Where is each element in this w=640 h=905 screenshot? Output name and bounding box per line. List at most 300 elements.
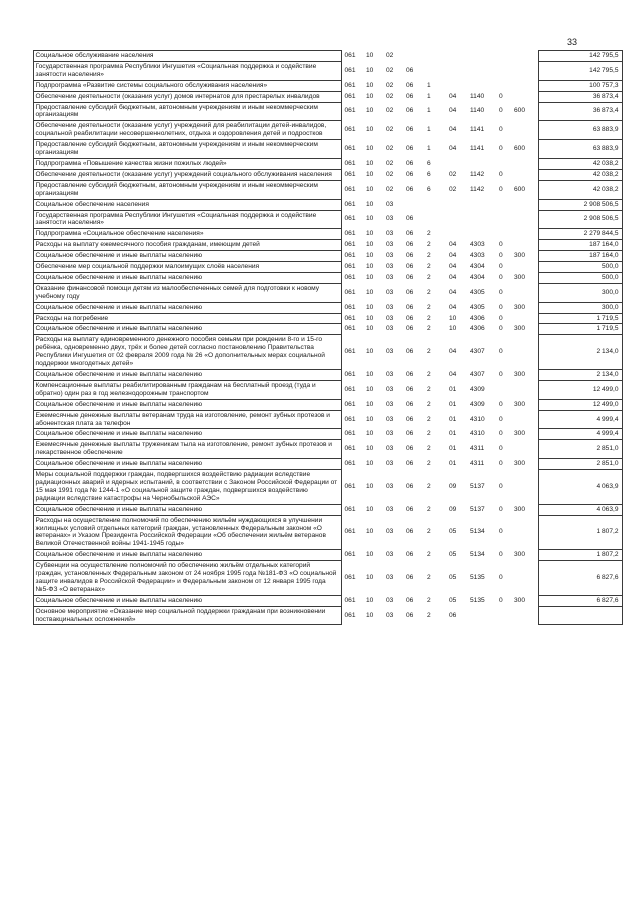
row-amount: 187 164,0	[538, 251, 622, 262]
code-program: 06	[406, 385, 414, 393]
row-amount: 4 999,4	[538, 410, 622, 429]
row-name: Подпрограмма «Социальное обеспечение населения»	[33, 229, 341, 240]
code-direction: 4311	[470, 445, 485, 453]
row-name: Предоставление субсидий бюджетным, автономным учреждениям и иным некоммерческим организациям	[33, 180, 341, 199]
code-subprogram: 6	[427, 159, 431, 167]
table-row	[18, 210, 622, 229]
code-event	[446, 61, 467, 80]
row-marker	[18, 335, 33, 370]
code-admin: 061	[341, 380, 363, 399]
row-amount: 500,0	[538, 272, 622, 283]
code-program: 06	[406, 596, 414, 604]
row-marker	[18, 140, 33, 159]
code-event: 04	[449, 126, 457, 134]
code-suffix	[496, 61, 511, 80]
code-program: 06	[406, 215, 414, 223]
code-direction: 4307	[470, 371, 485, 378]
code-program: 06	[406, 573, 414, 581]
table-row	[18, 61, 622, 80]
code-admin: 061	[341, 80, 363, 91]
code-admin: 061	[341, 324, 363, 335]
row-name: Оказание финансовой помощи детям из малообеспеченных семей для подготовки к новому учебному году	[33, 283, 341, 302]
code-expense-type	[511, 262, 538, 273]
code-suffix: 0	[499, 528, 503, 536]
code-program: 06	[406, 371, 414, 378]
code-suffix: 0	[499, 263, 503, 271]
table-row	[18, 121, 622, 140]
code-direction: 4310	[470, 430, 485, 438]
code-section: 10	[366, 385, 374, 393]
code-event: 04	[449, 273, 457, 281]
code-admin: 061	[341, 240, 363, 251]
row-amount: 2 908 506,5	[538, 199, 622, 210]
code-direction: 4306	[470, 325, 485, 333]
code-section: 10	[366, 107, 374, 115]
code-subsection: 03	[386, 263, 394, 271]
code-section: 10	[366, 314, 374, 322]
code-expense-type: 300	[514, 430, 526, 438]
code-suffix: 0	[499, 126, 503, 134]
row-marker	[18, 561, 33, 596]
code-event: 09	[449, 482, 457, 490]
code-subsection: 02	[386, 92, 394, 100]
code-expense-type	[511, 380, 538, 399]
row-marker	[18, 240, 33, 251]
table-row	[18, 102, 622, 121]
row-name: Социальное обеспечение и иные выплаты населению	[33, 302, 341, 313]
code-expense-type	[511, 561, 538, 596]
code-suffix: 0	[499, 348, 503, 356]
code-section: 10	[366, 252, 374, 260]
code-section: 10	[366, 400, 374, 408]
code-section: 10	[366, 445, 374, 453]
code-event: 04	[449, 241, 457, 249]
code-subsection: 03	[386, 371, 394, 378]
code-expense-type: 600	[514, 145, 526, 153]
code-admin: 061	[341, 61, 363, 80]
code-event: 06	[449, 611, 457, 619]
row-amount: 2 134,0	[538, 370, 622, 381]
code-admin: 061	[341, 302, 363, 313]
row-marker	[18, 324, 33, 335]
code-subsection: 03	[386, 528, 394, 536]
code-direction: 4304	[470, 273, 485, 281]
code-subprogram: 2	[427, 611, 431, 619]
code-section: 10	[366, 288, 374, 296]
row-amount: 142 795,5	[538, 51, 622, 62]
row-amount: 100 757,3	[538, 80, 622, 91]
code-expense-type	[511, 410, 538, 429]
code-suffix	[496, 606, 511, 625]
code-program: 06	[406, 415, 414, 423]
code-subprogram	[424, 61, 446, 80]
table-row	[18, 240, 622, 251]
code-program: 06	[406, 445, 414, 453]
table-row	[18, 262, 622, 273]
row-amount: 2 851,0	[538, 459, 622, 470]
row-marker	[18, 429, 33, 440]
row-marker	[18, 504, 33, 515]
row-marker	[18, 440, 33, 459]
code-section: 10	[366, 215, 374, 223]
code-section: 10	[366, 482, 374, 490]
row-amount: 1 719,5	[538, 324, 622, 335]
code-expense-type	[511, 606, 538, 625]
row-marker	[18, 283, 33, 302]
table-row	[18, 313, 622, 324]
table-row	[18, 440, 622, 459]
code-admin: 061	[341, 283, 363, 302]
row-marker	[18, 550, 33, 561]
table-row	[18, 302, 622, 313]
code-event: 04	[449, 288, 457, 296]
code-direction: 5134	[470, 551, 485, 559]
row-amount: 2 134,0	[538, 335, 622, 370]
table-row	[18, 80, 622, 91]
code-direction: 4305	[470, 288, 485, 296]
code-admin: 061	[341, 229, 363, 240]
row-amount: 63 883,9	[538, 121, 622, 140]
code-event: 04	[449, 263, 457, 271]
code-section: 10	[366, 371, 374, 378]
table-row	[18, 251, 622, 262]
code-admin: 061	[341, 51, 363, 62]
code-direction: 1142	[470, 170, 485, 178]
code-subsection: 02	[386, 145, 394, 153]
code-subprogram: 2	[427, 460, 431, 468]
code-section: 10	[366, 200, 374, 208]
code-subsection: 03	[386, 415, 394, 423]
code-event: 10	[449, 325, 457, 333]
code-subprogram: 2	[427, 482, 431, 490]
code-subprogram: 2	[427, 551, 431, 559]
code-admin: 061	[341, 91, 363, 102]
code-subprogram: 6	[427, 170, 431, 178]
code-expense-type: 300	[514, 303, 526, 311]
code-expense-type	[511, 80, 538, 91]
code-subsection: 03	[386, 314, 394, 322]
row-marker	[18, 102, 33, 121]
code-suffix	[496, 380, 511, 399]
table-row	[18, 335, 622, 370]
table-row	[18, 399, 622, 410]
code-direction	[467, 606, 496, 625]
row-marker	[18, 470, 33, 505]
code-subsection: 03	[386, 400, 394, 408]
code-subprogram: 2	[427, 241, 431, 249]
code-expense-type	[511, 229, 538, 240]
row-amount: 63 883,9	[538, 140, 622, 159]
code-admin: 061	[341, 102, 363, 121]
row-name: Ежемесячные денежные выплаты ветеранам труда на изготовление, ремонт зубных протезов и абонентская плата за телефон	[33, 410, 341, 429]
code-expense-type: 300	[514, 325, 526, 333]
code-event: 04	[449, 252, 457, 260]
row-name: Государственная программа Республики Ингушетия «Социальная поддержка и содействие занятости населения»	[33, 210, 341, 229]
code-subsection: 03	[386, 252, 394, 260]
code-event: 04	[449, 303, 457, 311]
table-row	[18, 595, 622, 606]
code-expense-type	[511, 283, 538, 302]
row-amount: 2 851,0	[538, 440, 622, 459]
code-event: 02	[449, 170, 457, 178]
code-subprogram: 2	[427, 400, 431, 408]
code-subsection: 03	[386, 482, 394, 490]
row-name: Компенсационные выплаты реабилитированным гражданам на бесплатный проезд (туда и обратно) один раз в год железнодорожным транспортом	[33, 380, 341, 399]
code-section: 10	[366, 66, 374, 74]
code-suffix: 0	[499, 92, 503, 100]
code-suffix: 0	[499, 185, 503, 193]
page-number: 33	[567, 37, 578, 47]
code-program: 06	[406, 241, 414, 249]
code-event: 01	[449, 430, 457, 438]
row-amount: 36 873,4	[538, 102, 622, 121]
table-row	[18, 169, 622, 180]
code-event: 05	[449, 573, 457, 581]
code-suffix: 0	[499, 273, 503, 281]
table-row	[18, 158, 622, 169]
code-suffix	[496, 80, 511, 91]
code-suffix: 0	[499, 314, 503, 322]
code-program: 06	[406, 252, 414, 260]
table-row	[18, 459, 622, 470]
code-program: 06	[406, 107, 414, 115]
code-section: 10	[366, 596, 374, 604]
code-expense-type	[511, 169, 538, 180]
code-direction	[467, 80, 496, 91]
code-subsection: 02	[386, 81, 394, 89]
code-direction	[467, 210, 496, 229]
row-name: Меры социальной поддержки граждан, подвергшихся воздействию радиации вследствие радиационных аварий и ядерных испытаний, в соответствии с Законом Российской Федерации от 15 мая 1991 года № 1244-1 «О социальной защите граждан, подвергшихся воздействию радиации вследствие катастрофы на Чернобыльской АЭС»	[33, 470, 341, 505]
code-direction: 4309	[470, 400, 485, 408]
code-admin: 061	[341, 470, 363, 505]
row-amount: 1 807,2	[538, 515, 622, 550]
code-suffix: 0	[499, 371, 503, 378]
code-expense-type	[511, 121, 538, 140]
code-subprogram: 2	[427, 263, 431, 271]
code-subprogram: 2	[427, 303, 431, 311]
table-body	[18, 51, 622, 625]
code-expense-type: 300	[514, 273, 526, 281]
code-admin: 061	[341, 272, 363, 283]
code-suffix	[496, 158, 511, 169]
row-amount: 300,0	[538, 302, 622, 313]
code-direction: 1141	[470, 145, 485, 153]
code-direction: 5137	[470, 482, 485, 490]
code-subprogram: 2	[427, 371, 431, 378]
code-subprogram: 2	[427, 596, 431, 604]
row-marker	[18, 272, 33, 283]
code-suffix: 0	[499, 460, 503, 468]
code-event: 01	[449, 400, 457, 408]
row-marker	[18, 410, 33, 429]
code-section: 10	[366, 611, 374, 619]
code-suffix: 0	[499, 325, 503, 333]
code-direction	[467, 61, 496, 80]
row-marker	[18, 61, 33, 80]
code-admin: 061	[341, 313, 363, 324]
code-admin: 061	[341, 210, 363, 229]
code-direction: 4304	[470, 263, 485, 271]
row-marker	[18, 262, 33, 273]
code-direction: 4303	[470, 252, 485, 260]
code-section: 10	[366, 551, 374, 559]
table-row	[18, 515, 622, 550]
code-subprogram: 1	[427, 145, 431, 153]
code-section: 10	[366, 159, 374, 167]
code-subsection: 03	[386, 230, 394, 238]
table-row	[18, 229, 622, 240]
code-direction: 5135	[470, 573, 485, 581]
table-row	[18, 283, 622, 302]
budget-table	[18, 50, 623, 625]
code-program	[403, 51, 424, 62]
row-name: Подпрограмма «Развитие системы социального обслуживания населения»	[33, 80, 341, 91]
code-event: 04	[449, 371, 457, 378]
code-subsection: 02	[386, 126, 394, 134]
code-admin: 061	[341, 199, 363, 210]
code-program: 06	[406, 263, 414, 271]
row-name: Социальное обеспечение и иные выплаты населению	[33, 504, 341, 515]
code-section: 10	[366, 505, 374, 513]
code-admin: 061	[341, 561, 363, 596]
code-admin: 061	[341, 504, 363, 515]
code-suffix: 0	[499, 445, 503, 453]
code-program: 06	[406, 482, 414, 490]
code-direction	[467, 158, 496, 169]
code-program: 06	[406, 430, 414, 438]
code-subprogram: 2	[427, 505, 431, 513]
code-suffix: 0	[499, 482, 503, 490]
row-name: Социальное обеспечение и иные выплаты населению	[33, 595, 341, 606]
code-direction: 4307	[470, 348, 485, 356]
code-suffix: 0	[499, 400, 503, 408]
code-subsection: 03	[386, 611, 394, 619]
code-direction	[467, 229, 496, 240]
row-marker	[18, 595, 33, 606]
code-expense-type	[511, 335, 538, 370]
code-suffix: 0	[499, 551, 503, 559]
code-subsection: 03	[386, 385, 394, 393]
code-subprogram: 2	[427, 314, 431, 322]
row-marker	[18, 515, 33, 550]
code-direction: 5134	[470, 528, 485, 536]
code-expense-type: 300	[514, 596, 526, 604]
code-subprogram: 2	[427, 325, 431, 333]
code-program: 06	[406, 230, 414, 238]
code-section: 10	[366, 230, 374, 238]
code-subprogram: 2	[427, 252, 431, 260]
code-admin: 061	[341, 459, 363, 470]
row-name: Ежемесячные денежные выплаты труженикам тыла на изготовление, ремонт зубных протезов и лекарственное обеспечение	[33, 440, 341, 459]
row-name: Обеспечение деятельности (оказание услуг) учреждений социального обслуживания населения	[33, 169, 341, 180]
code-expense-type	[511, 199, 538, 210]
code-admin: 061	[341, 169, 363, 180]
code-section: 10	[366, 185, 374, 193]
row-marker	[18, 199, 33, 210]
code-program: 06	[406, 314, 414, 322]
code-expense-type: 600	[514, 107, 526, 115]
row-amount: 12 499,0	[538, 399, 622, 410]
code-event: 05	[449, 528, 457, 536]
code-program: 06	[406, 505, 414, 513]
code-event: 01	[449, 445, 457, 453]
code-direction: 4303	[470, 241, 485, 249]
code-subsection: 02	[386, 66, 394, 74]
table-row	[18, 429, 622, 440]
code-admin: 061	[341, 262, 363, 273]
row-marker	[18, 313, 33, 324]
code-subprogram	[424, 199, 446, 210]
code-expense-type: 300	[514, 551, 526, 559]
code-event: 01	[449, 460, 457, 468]
code-subsection: 03	[386, 348, 394, 356]
table-row	[18, 370, 622, 381]
code-expense-type	[511, 240, 538, 251]
code-program: 06	[406, 145, 414, 153]
code-section: 10	[366, 303, 374, 311]
code-subsection: 02	[386, 107, 394, 115]
code-subprogram: 2	[427, 348, 431, 356]
table-row	[18, 180, 622, 199]
row-name: Социальное обеспечение и иные выплаты населению	[33, 272, 341, 283]
row-amount: 6 827,6	[538, 595, 622, 606]
code-section: 10	[366, 81, 374, 89]
code-section: 10	[366, 325, 374, 333]
code-suffix: 0	[499, 573, 503, 581]
code-suffix	[496, 199, 511, 210]
code-program: 06	[406, 460, 414, 468]
code-admin: 061	[341, 429, 363, 440]
row-amount: 4 063,9	[538, 470, 622, 505]
code-event: 04	[449, 348, 457, 356]
code-suffix: 0	[499, 303, 503, 311]
code-subsection: 03	[386, 325, 394, 333]
row-amount: 142 795,5	[538, 61, 622, 80]
code-subprogram: 2	[427, 528, 431, 536]
code-admin: 061	[341, 550, 363, 561]
row-marker	[18, 251, 33, 262]
code-suffix	[496, 51, 511, 62]
code-section: 10	[366, 348, 374, 356]
code-admin: 061	[341, 440, 363, 459]
code-event: 02	[449, 185, 457, 193]
code-event: 04	[449, 107, 457, 115]
code-subprogram: 2	[427, 385, 431, 393]
code-direction: 1140	[470, 92, 485, 100]
code-event: 10	[449, 314, 457, 322]
code-section: 10	[366, 263, 374, 271]
row-marker	[18, 51, 33, 62]
row-amount: 6 827,6	[538, 561, 622, 596]
code-subprogram: 2	[427, 288, 431, 296]
code-expense-type: 300	[514, 505, 526, 513]
code-program: 06	[406, 126, 414, 134]
code-subsection: 03	[386, 596, 394, 604]
row-name: Социальное обеспечение и иные выплаты населению	[33, 550, 341, 561]
code-event	[446, 229, 467, 240]
row-marker	[18, 91, 33, 102]
code-suffix: 0	[499, 170, 503, 178]
code-program: 06	[406, 611, 414, 619]
code-section: 10	[366, 460, 374, 468]
code-subsection: 02	[386, 170, 394, 178]
code-suffix: 0	[499, 505, 503, 513]
code-event	[446, 199, 467, 210]
row-name: Социальное обслуживание населения	[33, 51, 341, 62]
row-name: Обеспечение деятельности (оказание услуг) учреждений для реабилитации детей-инвалидов, социальной реабилитации несовершеннолетних, отдыха и оздоровления детей и подростков	[33, 121, 341, 140]
code-section: 10	[366, 528, 374, 536]
code-subprogram: 2	[427, 445, 431, 453]
